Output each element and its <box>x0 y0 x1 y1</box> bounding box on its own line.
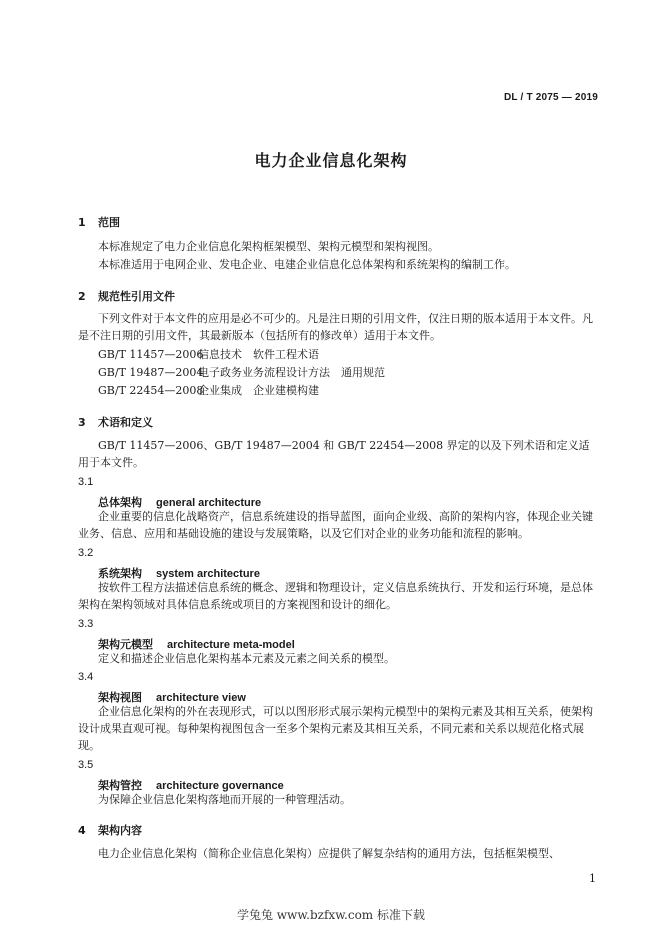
page-number: 1 <box>589 872 596 885</box>
paragraph: 本标准适用于电网企业、发电企业、电建企业信息化总体架构和系统架构的编制工作。 <box>98 258 516 271</box>
section-number: 4 <box>78 824 86 837</box>
standard-number: DL / T 2075 — 2019 <box>503 92 598 103</box>
section-number: 1 <box>78 216 86 229</box>
footer-watermark: 学兔兔 www.bzfxw.com 标准下载 <box>236 908 426 922</box>
term-definition: 企业信息化架构的外在表现形式，可以以图形形式展示架构元模型中的架构元素及其相互关系，使架构设计成果直观可视。每种架构视图包含一至多个架构元素及其相互关系，不同元素和关系以规范化格式展现。 <box>78 705 593 752</box>
term-en: architecture governance <box>156 780 284 792</box>
reference-item <box>98 364 385 381</box>
term-number: 3.5 <box>78 759 94 771</box>
term-number: 3.4 <box>78 671 94 683</box>
reference-code: GB/T 22454—2008 <box>98 384 204 397</box>
section-2-heading <box>78 288 175 304</box>
section-4-heading <box>78 822 142 838</box>
term-en: general architecture <box>156 497 262 509</box>
reference-item <box>98 346 319 363</box>
term-definition: 为保障企业信息化架构落地而开展的一种管理活动。 <box>98 793 351 806</box>
reference-code: GB/T 19487—2004 <box>98 366 204 379</box>
section-title: 范围 <box>98 216 120 229</box>
term-zh: 架构元模型 <box>98 638 153 651</box>
reference-code: GB/T 11457—2006 <box>98 348 204 361</box>
section-title: 术语和定义 <box>98 416 153 429</box>
paragraph: GB/T 11457—2006、GB/T 19487—2004 和 GB/T 22454—2008 界定的以及下列术语和定义适用于本文件。 <box>78 439 590 469</box>
term-definition: 企业重要的信息化战略资产，信息系统建设的指导蓝图，面向企业级、高阶的架构内容，体现企业关键业务、信息、应用和基础设施的建设与发展策略，以及它们对企业的业务功能和流程的影响。 <box>78 510 593 540</box>
section-number: 2 <box>78 290 86 303</box>
term-zh: 架构视图 <box>98 691 142 704</box>
term-number: 3.2 <box>78 547 94 559</box>
term-definition: 定义和描述企业信息化架构基本元素及元素之间关系的模型。 <box>98 652 395 665</box>
term-en: architecture meta-model <box>167 639 295 651</box>
term-zh: 架构管控 <box>98 779 142 792</box>
paragraph: 电力企业信息化架构（简称企业信息化架构）应提供了解复杂结构的通用方法，包括框架模型、 <box>98 847 560 860</box>
section-title: 规范性引用文件 <box>98 290 175 303</box>
reference-title: 信息技术 软件工程术语 <box>198 348 319 361</box>
section-1-heading <box>78 214 120 230</box>
term-zh: 系统架构 <box>98 567 142 580</box>
section-3-heading <box>78 414 153 430</box>
paragraph: 下列文件对于本文件的应用是必不可少的。凡是注日期的引用文件，仅注日期的版本适用于本文件。凡是不注日期的引用文件，其最新版本（包括所有的修改单）适用于本文件。 <box>78 312 593 342</box>
term-zh: 总体架构 <box>98 496 142 509</box>
term-definition: 按软件工程方法描述信息系统的概念、逻辑和物理设计，定义信息系统执行、开发和运行环境，是总体架构在架构领域对具体信息系统或项目的方案视图和设计的细化。 <box>78 581 593 611</box>
paragraph: 本标准规定了电力企业信息化架构框架模型、架构元模型和架构视图。 <box>98 240 439 253</box>
term-en: architecture view <box>156 692 246 704</box>
reference-title: 企业集成 企业建模构建 <box>198 384 319 397</box>
document-title: 电力企业信息化架构 <box>254 151 408 170</box>
term-number: 3.1 <box>78 476 94 488</box>
term-en: system architecture <box>156 568 260 580</box>
section-title: 架构内容 <box>98 824 142 837</box>
term-number: 3.3 <box>78 618 94 630</box>
reference-item <box>98 382 319 399</box>
section-number: 3 <box>78 416 86 429</box>
reference-title: 电子政务业务流程设计方法 通用规范 <box>198 366 385 379</box>
